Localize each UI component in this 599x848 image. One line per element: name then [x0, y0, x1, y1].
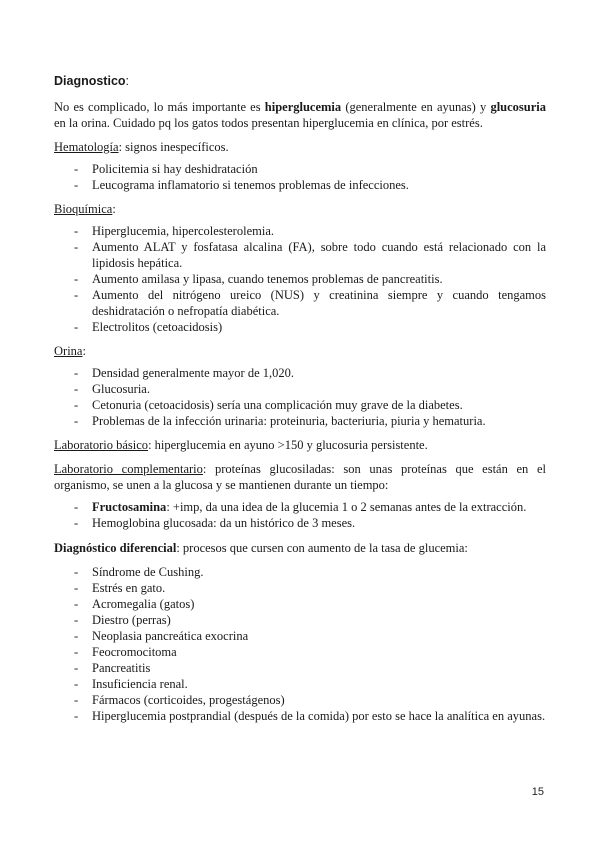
- section-heading-bioquimica: [54, 201, 546, 217]
- list-item: - Hemoglobina glucosada: da un histórico de 3 meses.: [54, 515, 546, 531]
- list-item: - Estrés en gato.: [54, 580, 546, 596]
- list-item: - Aumento ALAT y fosfatasa alcalina (FA), sobre todo cuando está relacionado con la lipidosis hepática.: [54, 239, 546, 271]
- list-item: - Hiperglucemia, hipercolesterolemia.: [54, 223, 546, 239]
- bold-term-hiperglucemia: hiperglucemia: [264, 100, 342, 114]
- list-item: - Cetonuria (cetoacidosis) sería una complicación muy grave de la diabetes.: [54, 397, 546, 413]
- heading-colon: :: [125, 74, 130, 88]
- list-item: - Hiperglucemia postprandial (después de la comida) por esto se hace la analítica en ayunas.: [54, 708, 546, 724]
- bioquimica-list: [54, 223, 546, 335]
- diagnostico-diferencial-list: [54, 564, 546, 724]
- list-item: - Policitemia si hay deshidratación: [54, 161, 546, 177]
- orina-list: [54, 365, 546, 429]
- bold-term-glucosuria: glucosuria: [490, 100, 546, 114]
- list-item: [54, 499, 546, 515]
- list-item: - Insuficiencia renal.: [54, 676, 546, 692]
- text-run: (generalmente en ayunas) y: [341, 100, 491, 114]
- heading-rest: : hiperglucemia en ayuno >150 y glucosuria persistente.: [148, 438, 428, 452]
- diagnostico-diferencial-paragraph: [54, 540, 546, 556]
- list-item: - Neoplasia pancreática exocrina: [54, 628, 546, 644]
- heading-text: Laboratorio complementario: [54, 462, 203, 476]
- bold-term-fructosamina: Fructosamina: [92, 500, 167, 514]
- page-content: [54, 73, 546, 724]
- list-item: - Fármacos (corticoides, progestágenos): [54, 692, 546, 708]
- list-item: - Síndrome de Cushing.: [54, 564, 546, 580]
- heading-text: Orina: [54, 344, 83, 358]
- list-item: - Aumento del nitrógeno ureico (NUS) y creatinina siempre y cuando tengamos deshidratación o nefropatía diabética.: [54, 287, 546, 319]
- laboratorio-complementario-paragraph: [54, 461, 546, 493]
- heading-text: Diagnostico: [54, 74, 126, 88]
- heading-text: Hematología: [54, 140, 119, 154]
- laboratorio-complementario-list: [54, 499, 546, 531]
- hematologia-list: [54, 161, 546, 193]
- list-item: - Densidad generalmente mayor de 1,020.: [54, 365, 546, 381]
- text-run: en la orina. Cuidado pq los gatos todos presentan hiperglucemia en clínica, por estrés.: [54, 116, 483, 130]
- heading-text: Bioquímica: [54, 202, 113, 216]
- heading-rest: : signos inespecíficos.: [118, 140, 229, 154]
- heading-text: Laboratorio básico: [54, 438, 149, 452]
- list-item: - Aumento amilasa y lipasa, cuando tenemos problemas de pancreatitis.: [54, 271, 546, 287]
- list-item: - Glucosuria.: [54, 381, 546, 397]
- section-heading-hematologia: [54, 139, 546, 155]
- list-item: - Electrolitos (cetoacidosis): [54, 319, 546, 335]
- page-number: 15: [531, 786, 544, 798]
- heading-rest: : procesos que cursen con aumento de la tasa de glucemia:: [176, 541, 468, 555]
- heading-rest: :: [112, 202, 116, 216]
- section-heading-diagnostico: [54, 73, 546, 89]
- text-run: No es complicado, lo más importante es: [54, 100, 265, 114]
- list-item: - Pancreatitis: [54, 660, 546, 676]
- text-run: : +imp, da una idea de la glucemia 1 o 2 semanas antes de la extracción.: [166, 500, 527, 514]
- laboratorio-basico-paragraph: [54, 437, 546, 453]
- heading-rest: :: [82, 344, 86, 358]
- heading-rest: : proteínas glucosiladas: son unas proteínas que están en el organismo, se unen a la glucosa y se mantienen durante un tiempo:: [54, 462, 546, 492]
- list-item: - Feocromocitoma: [54, 644, 546, 660]
- list-item: - Leucograma inflamatorio si tenemos problemas de infecciones.: [54, 177, 546, 193]
- list-item: - Problemas de la infección urinaria: proteinuria, bacteriuria, piuria y hematuria.: [54, 413, 546, 429]
- section-heading-orina: [54, 343, 546, 359]
- diagnostico-paragraph: [54, 99, 546, 131]
- list-item: - Diestro (perras): [54, 612, 546, 628]
- list-item: - Acromegalia (gatos): [54, 596, 546, 612]
- heading-text: Diagnóstico diferencial: [54, 541, 177, 555]
